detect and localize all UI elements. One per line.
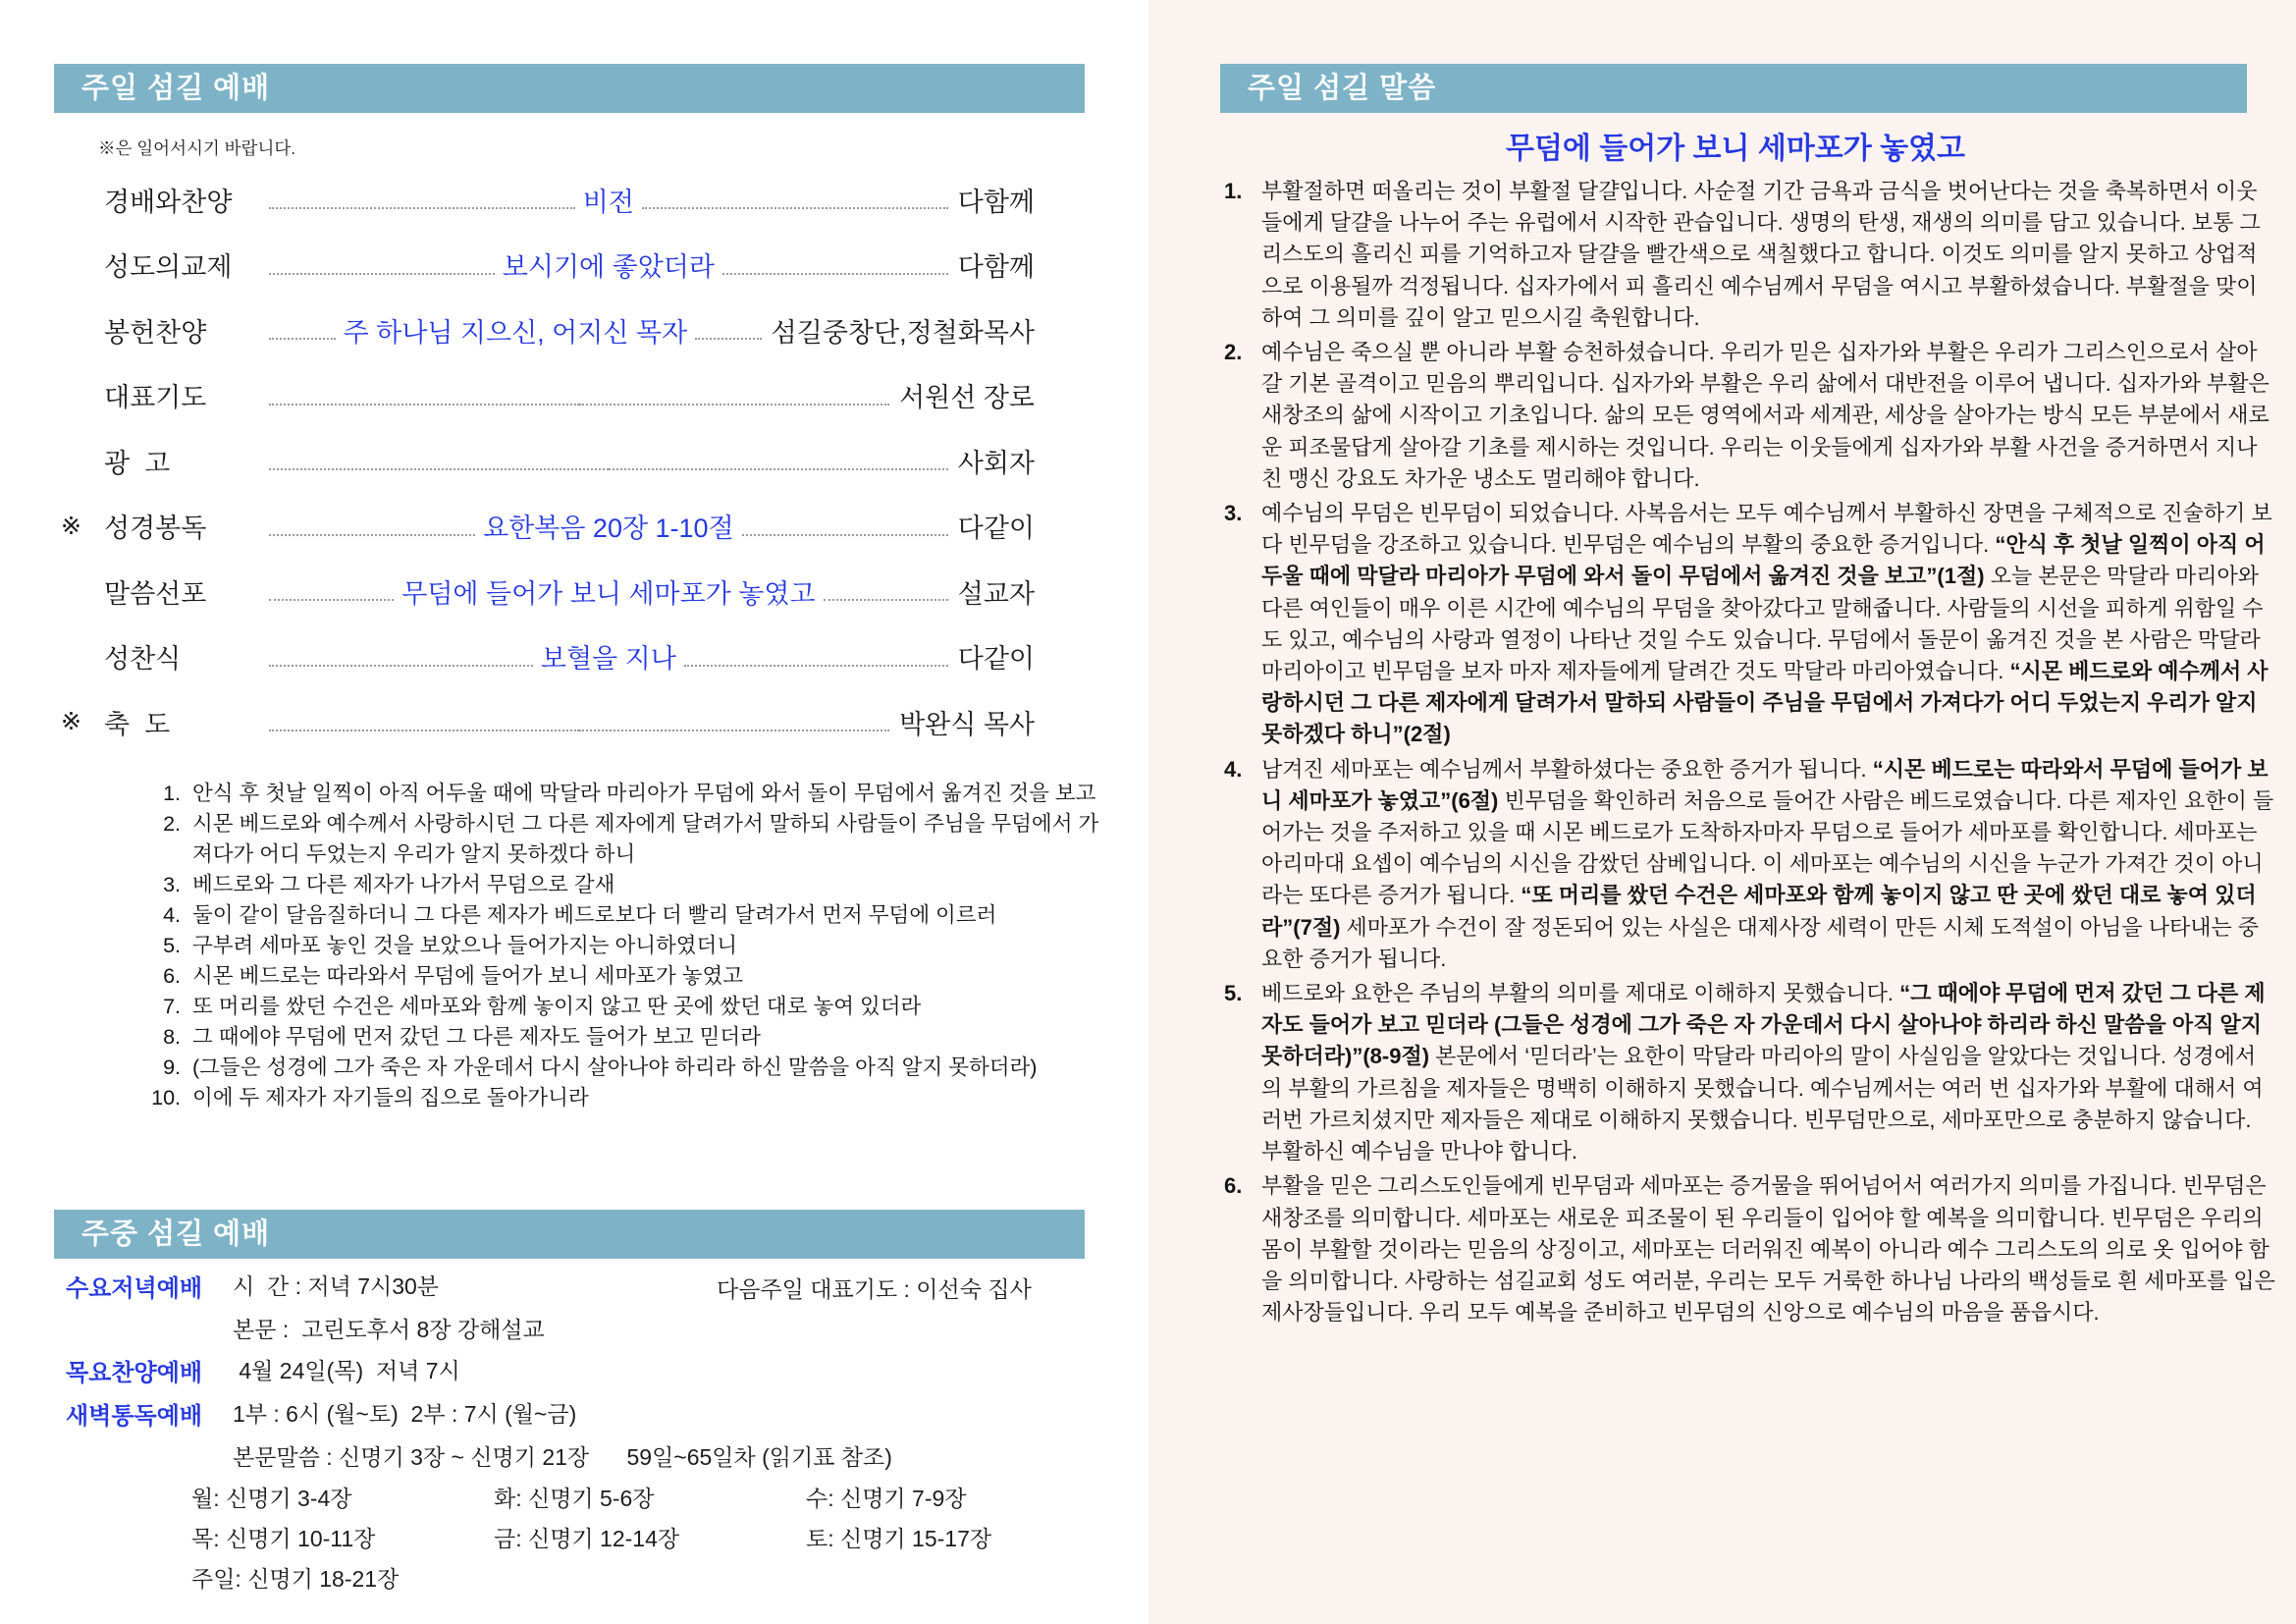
worship-row <box>61 494 1035 560</box>
service-line <box>66 1396 1092 1431</box>
scripture-verse-list <box>147 779 1107 1113</box>
quoted-verse-bold: “그 때에야 무덤에 먼저 갔던 그 다른 제자도 들어가 보고 믿더라 (그들은 성경에 그가 죽은 자 가운데서 다시 살아나야 하리라 하신 말씀을 아직 알지 못하더라)”(8-9절) <box>1261 981 2266 1069</box>
paragraph-text <box>1261 1173 2275 1325</box>
worship-order-list <box>61 167 1035 755</box>
verse-number: 5. <box>163 934 181 957</box>
paragraph-text-segment: 오늘 본문은 막달라 마리아와 다른 여인들이 매우 이른 시간에 예수님의 무덤을 찾아갔다고 말해줍니다. 사람들의 시선을 피하게 위함일 수도 있고, 예수님의 사랑과 열정이 나타난 것일 수도 있습니다. 무덤에서 돌문이 옮겨진 것을 본 사람은 막달라 마리아이고 빈무덤을 보자 마자 제자들에게 달려간 것도 막달라 마리아였습니다. <box>1261 564 2264 684</box>
worship-item-label: 경배와찬양 <box>104 187 233 217</box>
paragraph-number: 3. <box>1224 501 1243 526</box>
paragraph-text-segment: 부활을 믿은 그리스도인들에게 빈무덤과 세마포는 증거물을 뛰어넘어서 여러가지 의미를 가집니다. 빈무덤은 새창조를 의미합니다. 세마포는 새로운 피조물이 된 우리들이 입어야 할 예복을 의미합니다. 빈무덤은 우리의 몸이 부활할 것이라는 믿음의 상징이고, 세마포는 더러워진 예복이 아니라 예수 그리스도의 의로 옷 입어야 함을 의미합니다. 사랑하는 섬길교회 성도 여러분, 우리는 모두 거룩한 하나님 나라의 백성들로 흰 세마포를 입은 제사장들입니다. 우리 모두 예복을 준비하고 빈무덤의 신앙으로 예수님의 마음을 품읍시다. <box>1261 1173 2275 1326</box>
verse-number: 4. <box>163 903 181 927</box>
daily-reading-cell: 토: 신명기 15-17장 <box>806 1526 992 1551</box>
dotted-leader-area <box>269 572 948 611</box>
worship-item-person: 설교자 <box>957 578 1035 609</box>
daily-reading-cell: 월: 신명기 3-4장 <box>191 1486 352 1511</box>
service-name: 수요저녁예배 <box>66 1275 203 1302</box>
dotted-leader <box>269 207 575 209</box>
worship-item-label: 말씀선포 <box>104 578 207 609</box>
section-header-sunday-worship <box>54 64 1085 113</box>
dotted-leader-area <box>269 395 889 397</box>
paragraph-text-segment: 본문에서 ‘믿더라’는 요한이 막달라 마리아의 말이 사실임을 알았다는 것입니다. 성경에서의 부활의 가르침을 제자들은 명백히 이해하지 못했습니다. 예수님께서는 여러 번 십자가와 부활에 대해서 여러번 가르치셨지만 제자들은 제대로 이해하지 못했습니다. 빈무덤만으로, 세마포만으로 충분하지 않습니다. 부활하신 예수님을 만나야 합니다. <box>1261 1044 2264 1164</box>
worship-item-value: 비전 <box>582 187 634 217</box>
worship-item-value: 무덤에 들어가 보니 세마포가 놓였고 <box>401 578 816 609</box>
section-header-sunday-message <box>1220 64 2247 113</box>
dotted-leader <box>269 665 533 667</box>
daily-reading-cell: 금: 신명기 12-14장 <box>494 1526 680 1551</box>
quoted-verse-bold: “시몬 베드로와 예수께서 사랑하시던 그 다른 제자에게 달려가서 말하되 사람들이 주님을 무덤에서 가져다가 어디 두었는지 우리가 알지 못하겠다 하니”(2절) <box>1261 659 2269 747</box>
dotted-leader <box>269 404 579 406</box>
service-name <box>66 1439 233 1472</box>
paragraph-number: 1. <box>1224 179 1243 203</box>
verse-number: 10. <box>151 1086 181 1110</box>
paragraph-number: 5. <box>1224 981 1243 1006</box>
scripture-verse <box>147 870 1107 900</box>
worship-row <box>61 233 1035 298</box>
service-name: 새벽통독예배 <box>66 1403 203 1430</box>
worship-item-value: 요한복음 20장 1-10절 <box>483 514 734 544</box>
standing-note: ※은 일어서시기 바랍니다. <box>98 138 296 158</box>
verse-number: 3. <box>163 873 181 896</box>
verse-text: 둘이 같이 달음질하더니 그 다른 제자가 베드로보다 더 빨리 달려가서 먼저 무덤에 이르러 <box>192 903 997 927</box>
service-line <box>66 1269 1092 1303</box>
worship-item-label: 대표기도 <box>104 383 207 413</box>
scripture-verse <box>147 779 1107 809</box>
sermon-paragraph <box>1222 176 2276 334</box>
dotted-leader <box>269 599 394 601</box>
sermon-outline <box>1222 176 2276 1331</box>
paragraph-text <box>1261 340 2269 491</box>
dotted-leader-area <box>269 460 948 461</box>
scripture-verse <box>147 809 1107 870</box>
paragraph-text-segment: 남겨진 세마포는 예수님께서 부활하셨다는 중요한 증거가 됩니다. <box>1261 756 1873 782</box>
paragraph-text <box>1261 179 2261 330</box>
dotted-leader <box>269 338 336 340</box>
service-line <box>66 1353 1092 1387</box>
sermon-paragraph <box>1222 1170 2276 1328</box>
scripture-verse <box>147 992 1107 1022</box>
daily-reading-cell: 화: 신명기 5-6장 <box>494 1486 655 1511</box>
dotted-leader <box>269 730 579 731</box>
dotted-leader <box>269 468 609 470</box>
paragraph-number: 6. <box>1224 1173 1243 1199</box>
verse-text: (그들은 성경에 그가 죽은 자 가운데서 다시 살아나야 하리라 하신 말씀을 아직 알지 못하더라) <box>192 1056 1038 1079</box>
verse-number: 6. <box>163 964 181 988</box>
standing-marker: ※ <box>61 708 81 736</box>
worship-item-person: 다같이 <box>957 514 1035 544</box>
service-detail: 본문 : 고린도후서 8장 강해설교 <box>233 1317 545 1342</box>
dotted-leader <box>695 338 762 340</box>
scripture-verse <box>147 931 1107 961</box>
dotted-leader <box>269 273 495 275</box>
dotted-leader <box>642 207 948 209</box>
dotted-leader <box>269 534 475 536</box>
dotted-leader-area <box>269 721 889 723</box>
daily-reading-cell: 수: 신명기 7-9장 <box>806 1486 967 1511</box>
scripture-verse <box>147 1022 1107 1053</box>
verse-text: 베드로와 그 다른 제자가 나가서 무덤으로 갈새 <box>192 873 615 896</box>
weekday-service-list <box>66 1269 1092 1481</box>
dotted-leader <box>824 599 948 601</box>
service-name <box>66 1312 233 1344</box>
paragraph-text-segment: 예수님의 무덤은 빈무덤이 되었습니다. 사복음서는 모두 예수님께서 부활하신 장면을 구체적으로 진술하기 보다 빈무덤을 강조하고 있습니다. 빈무덤은 예수님의 부활의 중요한 증거입니다. <box>1261 501 2272 558</box>
paragraph-text <box>1261 981 2266 1164</box>
section-title: 주일 섬길 예배 <box>81 73 271 104</box>
scripture-verse <box>147 1053 1107 1083</box>
verse-text: 시몬 베드로는 따라와서 무덤에 들어가 보니 세마포가 놓였고 <box>192 964 744 988</box>
service-detail: 4월 24일(목) 저녁 7시 <box>233 1358 460 1383</box>
service-line <box>66 1312 1092 1344</box>
section-title: 주중 섬길 예배 <box>81 1218 271 1250</box>
daily-reading-grid <box>191 1481 991 1601</box>
scripture-verse <box>147 961 1107 992</box>
worship-row <box>61 363 1035 429</box>
service-detail: 본문말씀 : 신명기 3장 ~ 신명기 21장 59일~65일차 (읽기표 참조) <box>233 1444 892 1470</box>
daily-reading-cell: 목: 신명기 10-11장 <box>191 1526 376 1551</box>
verse-text: 또 머리를 쌌던 수건은 세마포와 함께 놓이지 않고 딴 곳에 쌌던 대로 놓여 있더라 <box>192 995 922 1018</box>
service-line <box>66 1439 1092 1472</box>
worship-item-person: 다함께 <box>957 187 1035 217</box>
next-week-prayer-note: 다음주일 대표기도 : 이선숙 집사 <box>717 1276 1032 1302</box>
standing-marker: ※ <box>61 512 81 540</box>
worship-item-label: 축 도 <box>104 709 171 739</box>
worship-item-person: 다함께 <box>957 252 1035 283</box>
service-detail: 시 간 : 저녁 7시30분 <box>233 1273 440 1299</box>
dotted-leader <box>684 665 948 667</box>
verse-number: 1. <box>163 782 181 805</box>
dotted-leader <box>579 404 889 406</box>
quoted-verse-bold: “안식 후 첫날 일찍이 아직 어두울 때에 막달라 마리아가 무덤에 와서 돌이 무덤에서 옮겨진 것을 보고”(1절) <box>1261 532 2266 589</box>
verse-text: 이에 두 제자가 자기들의 집으로 돌아가니라 <box>192 1086 589 1110</box>
worship-item-person: 다같이 <box>957 644 1035 675</box>
scripture-verse <box>147 900 1107 931</box>
worship-item-label: 광 고 <box>104 448 171 478</box>
dotted-leader-area <box>269 181 948 219</box>
verse-number: 8. <box>163 1025 181 1049</box>
sermon-title: 무덤에 들어가 보니 세마포가 놓였고 <box>1505 133 1966 165</box>
paragraph-text-segment: 부활절하면 떠올리는 것이 부활절 달걀입니다. 사순절 기간 금욕과 금식을 벗어난다는 것을 축복하면서 이웃들에게 달걀을 나누어 주는 유럽에서 시작한 관습입니다. 생명의 탄생, 재생의 의미를 담고 있습니다. 보통 그리스도의 흘리신 피를 기억하고자 달걀을 빨간색으로 색칠했다고 합니다. 이것도 의미를 알지 못하고 상업적으로 이용될까 걱정됩니다. 십자가에서 피 흘리신 예수님께서 무덤을 여시고 부활하셨습니다. 부활절을 맞이하여 그 의미를 깊이 알고 믿으시길 축원합니다. <box>1261 179 2261 330</box>
worship-item-label: 봉헌찬양 <box>104 317 207 348</box>
daily-reading-cell: 주일: 신명기 18-21장 <box>191 1566 400 1592</box>
verse-text: 그 때에야 무덤에 먼저 갔던 그 다른 제자도 들어가 보고 믿더라 <box>192 1025 761 1049</box>
service-detail: 1부 : 6시 (월~토) 2부 : 7시 (월~금) <box>233 1401 577 1427</box>
worship-item-person: 서원선 장로 <box>899 383 1035 413</box>
worship-row <box>61 167 1035 233</box>
sermon-paragraph <box>1222 337 2276 495</box>
worship-row <box>61 624 1035 690</box>
worship-row <box>61 689 1035 755</box>
paragraph-text-segment: 예수님은 죽으실 뿐 아니라 부활 승천하셨습니다. 우리가 믿은 십자가와 부활은 우리가 그리스인으로서 살아갈 기본 골격이고 믿음의 뿌리입니다. 십자가와 부활은 우리 삶에서 대반전을 이루어 냅니다. 십자가와 부활은 새창조의 삶에 시작이고 기초입니다. 삶의 모든 영역에서과 세계관, 세상을 살아가는 방식 모든 부분에서 새로운 피조물답게 살아갈 기초를 제시하는 것입니다. 우리는 이웃들에게 십자가와 부활 사건을 증거하면서 지나친 맹신 강요도 차가운 냉소도 멀리해야 합니다. <box>1261 340 2269 491</box>
scripture-verse <box>147 1083 1107 1113</box>
verse-number: 7. <box>163 995 181 1018</box>
dotted-leader-area <box>269 507 948 545</box>
dotted-leader-area <box>269 637 948 676</box>
verse-number: 9. <box>163 1056 181 1079</box>
worship-item-person: 박완식 목사 <box>899 709 1035 739</box>
verse-text: 구부려 세마포 놓인 것을 보았으나 들어가지는 아니하였더니 <box>192 934 738 957</box>
paragraph-text-segment: 빈무덤을 확인하러 처음으로 들어간 사람은 베드로였습니다. 다른 제자인 요한이 들어가는 것을 주저하고 있을 때 시몬 베드로가 도착하자마자 무덤으로 들어가 세마포를 확인합니다. 세마포는 아리마대 요셉이 예수님의 시신을 감쌌던 삼베입니다. 이 세마포는 예수님의 시신을 누군가 가져간 것이 아니라는 또다른 증거가 됩니다. <box>1261 787 2274 908</box>
worship-item-label: 성도의교제 <box>104 252 233 283</box>
service-name: 목요찬양예배 <box>66 1360 203 1386</box>
worship-item-value: 주 하나님 지으신, 어지신 목자 <box>343 317 688 348</box>
section-title: 주일 섬길 말씀 <box>1248 73 1437 104</box>
worship-item-value: 보혈을 지나 <box>540 644 676 675</box>
verse-text: 안식 후 첫날 일찍이 아직 어두울 때에 막달라 마리아가 무덤에 와서 돌이 무덤에서 옮겨진 것을 보고 <box>192 782 1096 805</box>
dotted-leader <box>579 730 889 731</box>
worship-row <box>61 428 1035 494</box>
paragraph-text-segment: 베드로와 요한은 주님의 부활의 의미를 제대로 이해하지 못했습니다. <box>1261 981 1900 1006</box>
paragraph-number: 4. <box>1224 756 1243 782</box>
worship-item-label: 성경봉독 <box>104 514 207 544</box>
quoted-verse-bold: “시몬 베드로는 따라와서 무덤에 들어가 보니 세마포가 놓였고”(6절) <box>1261 756 2269 813</box>
section-header-weekday-worship <box>54 1210 1085 1259</box>
daily-reading-empty-cell <box>806 1561 991 1601</box>
dotted-leader-area <box>269 245 948 284</box>
worship-item-person: 사회자 <box>957 448 1035 478</box>
worship-row <box>61 298 1035 363</box>
daily-reading-empty-cell <box>494 1561 806 1601</box>
verse-text: 시몬 베드로와 예수께서 사랑하시던 그 다른 제자에게 달려가서 말하되 사람들이 주님을 무덤에서 가져다가 어디 두었는지 우리가 알지 못하겠다 하니 <box>192 812 1099 866</box>
worship-item-label: 성찬식 <box>104 644 182 675</box>
paragraph-text <box>1261 501 2272 746</box>
paragraph-text <box>1261 757 2273 971</box>
verse-number: 2. <box>163 812 181 836</box>
worship-row <box>61 559 1035 624</box>
dotted-leader <box>609 468 948 470</box>
dotted-leader-area <box>269 311 762 350</box>
sermon-paragraph <box>1222 498 2276 751</box>
paragraph-text-segment: 세마포가 수건이 잘 정돈되어 있는 사실은 대제사장 세력이 만든 시체 도적설이 아님을 나타내는 중요한 증거가 됩니다. <box>1261 914 2260 971</box>
sermon-paragraph <box>1222 978 2276 1167</box>
worship-item-value: 보시기에 좋았더라 <box>502 252 715 283</box>
dotted-leader <box>742 534 948 536</box>
worship-item-person: 섬길중창단,정철화목사 <box>771 317 1035 348</box>
sermon-paragraph <box>1222 754 2276 975</box>
dotted-leader <box>722 273 948 275</box>
quoted-verse-bold: “또 머리를 쌌던 수건은 세마포와 함께 놓이지 않고 딴 곳에 쌌던 대로 놓여 있더라”(7절) <box>1261 883 2257 940</box>
paragraph-number: 2. <box>1224 340 1243 365</box>
